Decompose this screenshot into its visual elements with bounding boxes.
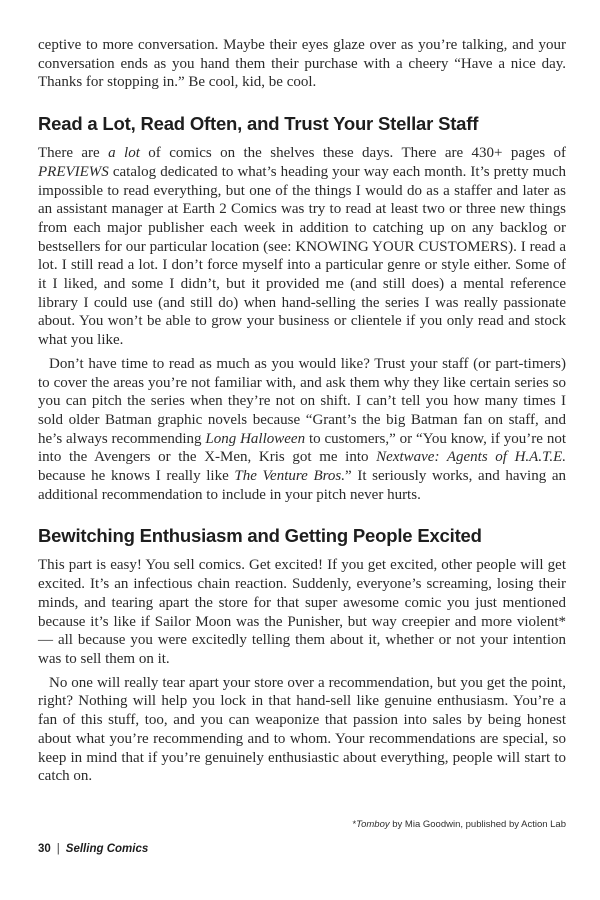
paragraph-read-a-lot-1: There are a lot of comics on the shelves these days. There are 430+ pages of PREVIEWS catalog dedicated to what’s heading your way each month. It’s pretty much impossible to read everything, but one of the things I would do as a staffer and later as an assistant manager at Earth 2 Comics was try to read at least two or three new things from each major publisher each week in addition to catching up on any backlog or bestsellers for our particular location (see: KNOWING YOUR CUSTOMERS). I read a lot. I still read a lot. I don’t force myself into a particular genre or style either. Some of it I liked, and some I didn’t, but it provided me (and still does) a mental reference library I could use (and still do) when hand-selling the series I was really passionate about. You won’t be able to grow your business or clientele if you only read and stock what you like.: [38, 145, 566, 349]
book-title: Selling Comics: [65, 843, 149, 855]
paragraph-enthusiasm-1: This part is easy! You sell comics. Get excited! If you get excited, other people will get excited. It’s an infectious chain reaction. Suddenly, everyone’s screaming, losing their minds, and tearing apart the store for that super awesome comic you just mentioned because it’s like if Sailor Moon was the Punisher, but way creepier and more violent* — all because you were excitedly telling them about it, whether or not your intention was to sell them on it.: [38, 557, 566, 667]
section-heading-bewitching-enthusiasm: Bewitching Enthusiasm and Getting People Excited: [38, 525, 482, 547]
footer-separator: |: [56, 843, 60, 855]
page-number: 30: [38, 843, 51, 855]
intro-paragraph: ceptive to more conversation. Maybe their eyes glaze over as you’re talking, and your conversation ends as you hand them their purchase with a cheery “Have a nice day. Thanks for stopping in.” Be cool, kid, be cool.: [38, 37, 566, 91]
section-heading-read-a-lot: Read a Lot, Read Often, and Trust Your Stellar Staff: [38, 113, 479, 135]
paragraph-enthusiasm-2: No one will really tear apart your store over a recommendation, but you get the point, right? Nothing will help you lock in that hand-sell like genuine enthusiasm. You’re a fan of this stuff, too, and you can weaponize that passion into sales by being honest about what you’re recommending and to whom. Your recommendations are special, so keep in mind that if you’re genuinely enthusiastic about everything, people will start to catch on.: [38, 674, 566, 785]
footnote: *Tomboy by Mia Goodwin, published by Action Lab: [352, 819, 566, 830]
page-footer: [38, 843, 148, 855]
paragraph-read-a-lot-2: Don’t have time to read as much as you would like? Trust your staff (or part-timers) to cover the areas you’re not familiar with, and ask them why they like certain series so you can pitch the series when they’re not on shift. I can’t tell you how many times I sold older Batman graphic novels because “Grant’s the big Batman fan on staff, and he’s always recommending Long Halloween to customers,” or “You know, if you’re not into the Avengers or the X-Men, Kris got me into Nextwave: Agents of H.A.T.E. because he knows I really like The Venture Bros.” It seriously works, and having an additional recommendation to include in your pitch never hurts.: [38, 355, 567, 503]
